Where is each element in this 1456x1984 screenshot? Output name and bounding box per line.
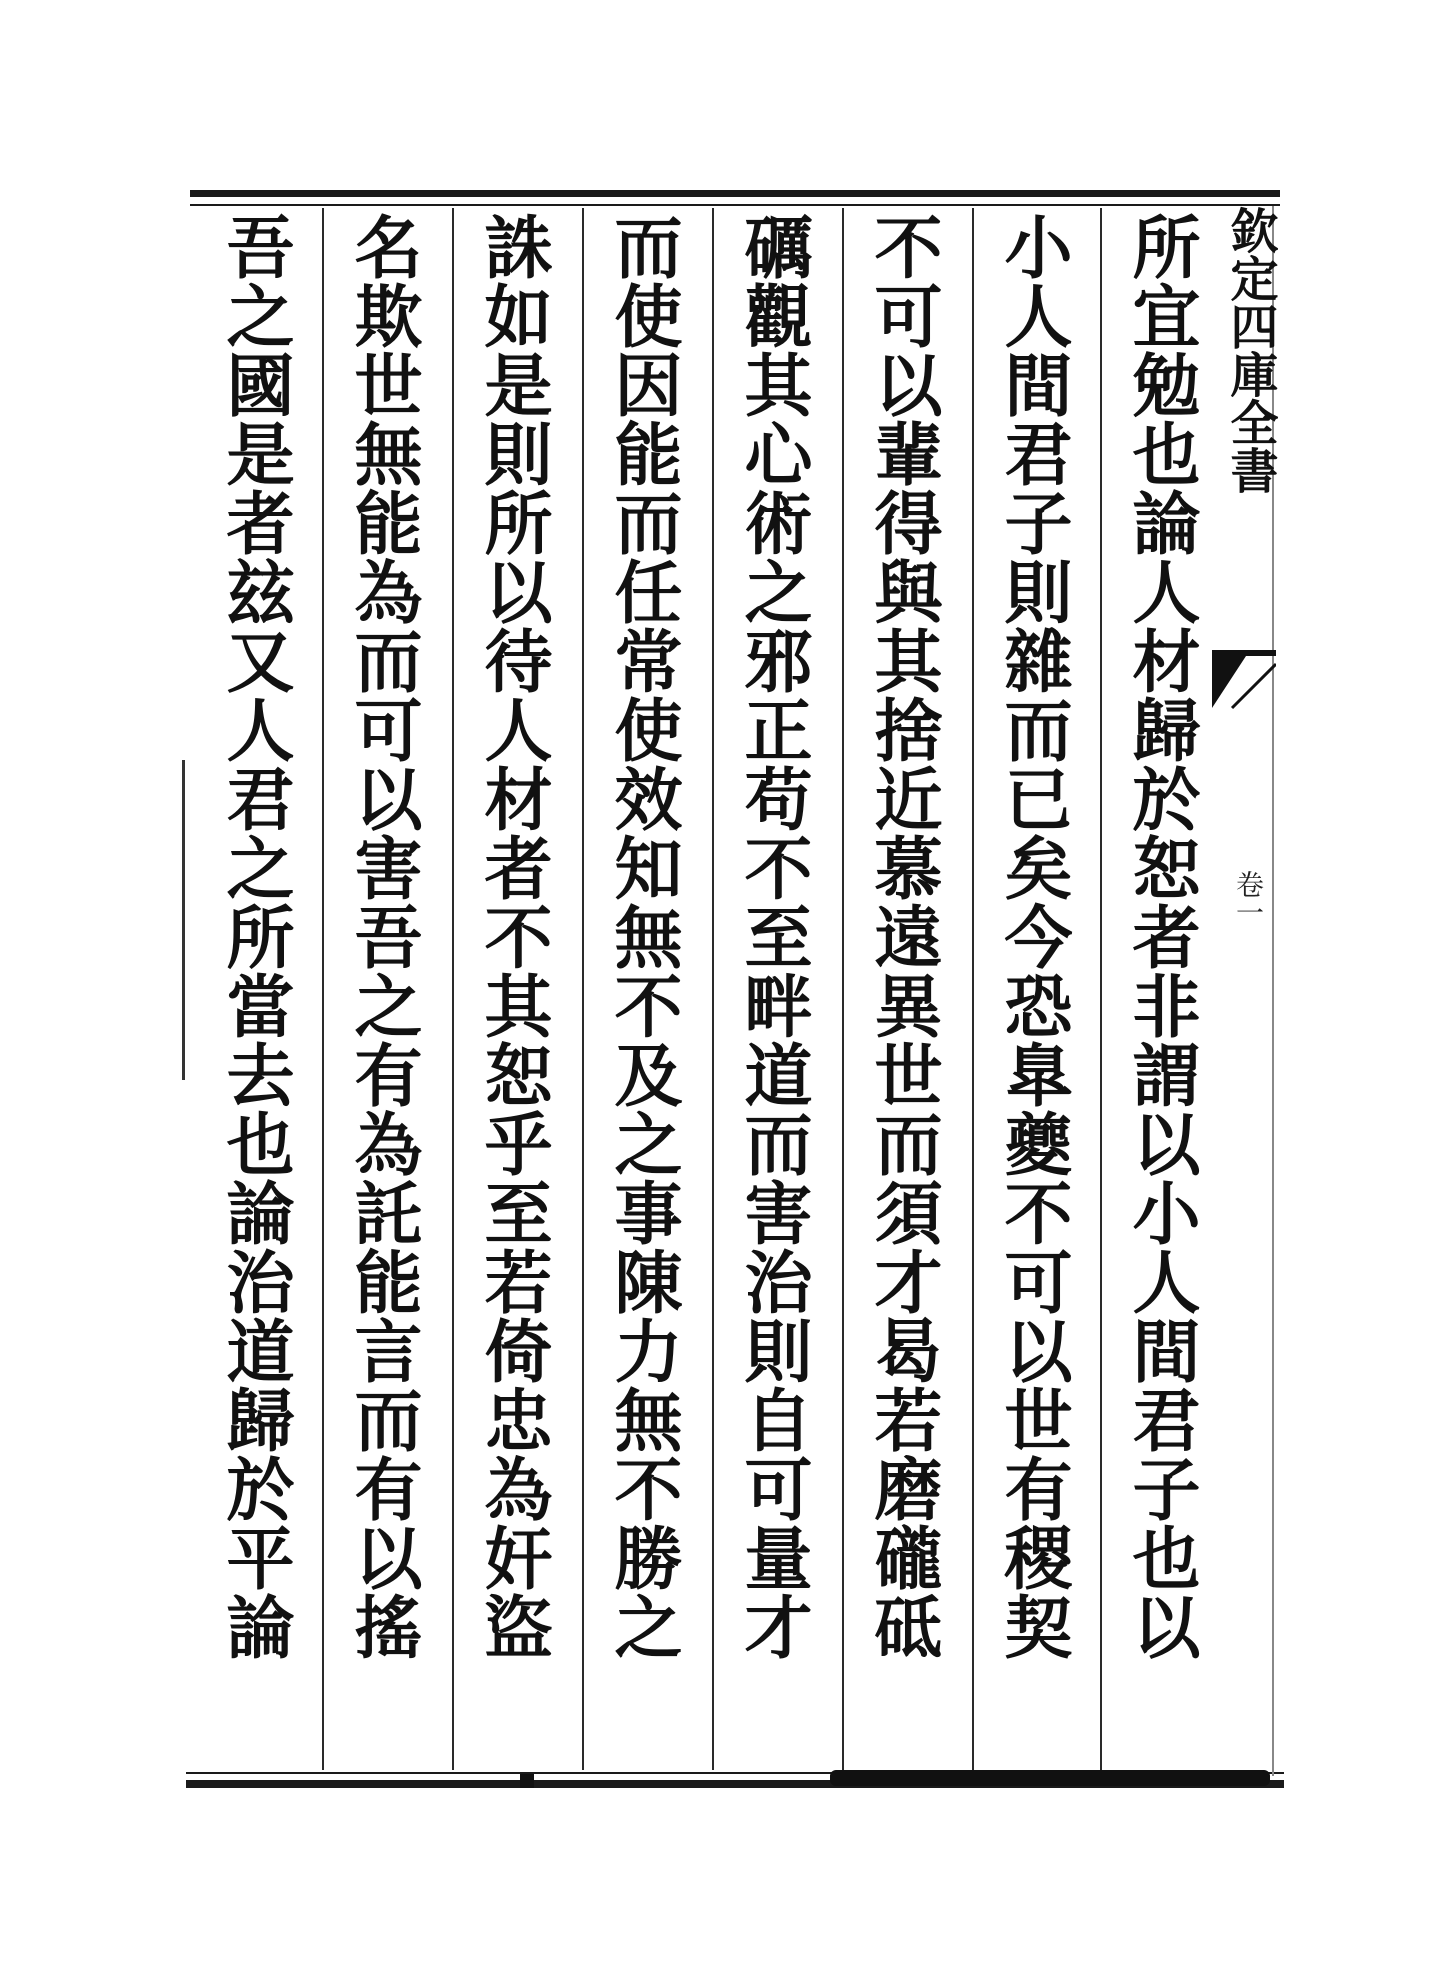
fish-tail-mark-icon xyxy=(1212,650,1276,710)
text-column-4 xyxy=(718,212,828,1768)
text-column-7 xyxy=(328,212,438,1768)
chapter-label: 卷一 xyxy=(1232,870,1265,926)
left-border-fragment xyxy=(182,760,185,1080)
column-text: 所宜勉也論人材歸於恕者非謂以小人間君子也以 xyxy=(1121,212,1201,1661)
text-column-3 xyxy=(848,212,958,1768)
text-column-6 xyxy=(458,212,568,1768)
ink-smudge xyxy=(520,1774,534,1788)
column-text: 不可以輩得與其捨近慕遠異世而須才曷若磨礲砥 xyxy=(863,212,943,1661)
text-column-5 xyxy=(588,212,698,1768)
column-divider xyxy=(972,208,974,1770)
book-title: 欽定四庫全書 xyxy=(1222,206,1278,494)
column-text: 小人間君子則雜而已矣今恐臯夔不可以世有稷契 xyxy=(993,212,1073,1661)
column-divider xyxy=(842,208,844,1770)
column-divider xyxy=(1100,208,1102,1770)
column-divider xyxy=(712,208,714,1770)
top-border-thin xyxy=(190,204,1280,206)
column-text: 礪觀其心術之邪正苟不至畔道而害治則自可量才 xyxy=(733,212,813,1661)
ink-smudge xyxy=(830,1770,1270,1786)
column-text: 名欺世無能為而可以害吾之有為託能言而有以搖 xyxy=(343,212,423,1661)
column-divider xyxy=(322,208,324,1770)
column-text: 而使因能而任常使效知無不及之事陳力無不勝之 xyxy=(603,212,683,1661)
column-text: 誅如是則所以待人材者不其恕乎至若倚忠為奸盜 xyxy=(473,212,553,1661)
top-border-thick xyxy=(190,190,1280,197)
column-divider xyxy=(582,208,584,1770)
column-text: 吾之國是者玆又人君之所當去也論治道歸於平論 xyxy=(215,212,295,1661)
text-column-1 xyxy=(1106,212,1216,1768)
banner-column xyxy=(1224,206,1276,1776)
column-divider xyxy=(452,208,454,1770)
text-column-2 xyxy=(978,212,1088,1768)
text-column-8 xyxy=(200,212,310,1768)
